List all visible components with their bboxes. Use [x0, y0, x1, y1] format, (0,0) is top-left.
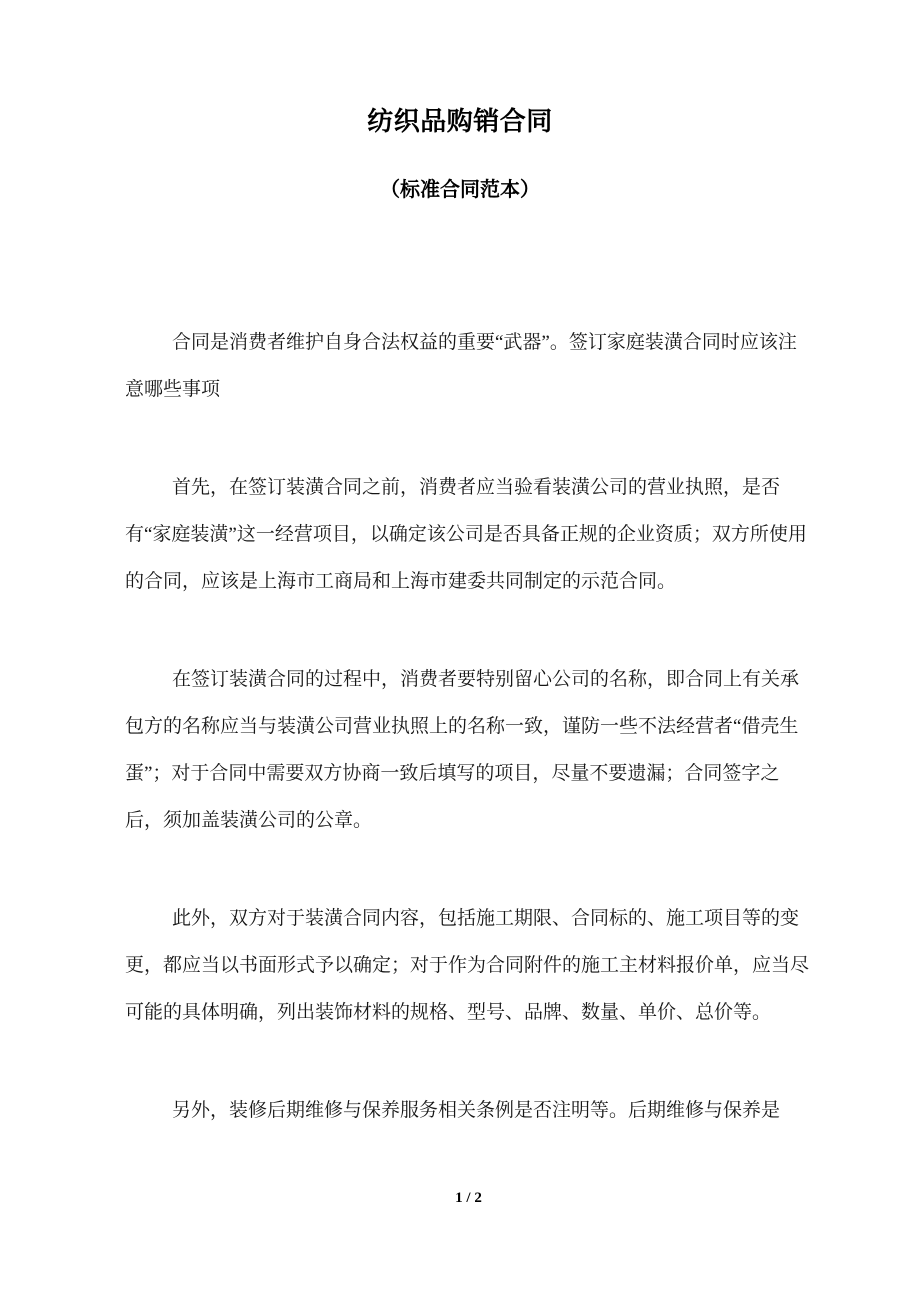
paragraph-fourth-point: 另外，装修后期维修与保养服务相关条例是否注明等。后期维修与保养是 — [172, 1100, 781, 1121]
page-number: 1 / 2 — [455, 1190, 482, 1206]
document-body — [0, 319, 920, 1134]
paragraph-third-point: 此外，双方对于装潢合同内容，包括施工期限、合同标的、施工项目等的变更，都应当以书面形式予以确定；对于作为合同附件的施工主材料报价单，应当尽可能的具体明确，列出装饰材料的规格、型号、品牌、数量、单价、总价等。 — [125, 908, 810, 1023]
document-subtitle: （标准合同范本） — [380, 179, 540, 201]
document-title: 纺织品购销合同 — [367, 107, 553, 137]
paragraph-intro: 合同是消费者维护自身合法权益的重要“武器”。签订家庭装潢合同时应该注意哪些事项 — [125, 332, 797, 400]
paragraph-second-point: 在签订装潢合同的过程中，消费者要特别留心公司的名称，即合同上有关承包方的名称应当与装潢公司营业执照上的名称一致，谨防一些不法经营者“借壳生蛋”；对于合同中需要双方协商一致后填写的项目，尽量不要遗漏；合同签字之后，须加盖装潢公司的公章。 — [125, 669, 800, 831]
paragraph-first-point: 首先，在签订装潢合同之前，消费者应当验看装潢公司的营业执照，是否有“家庭装潢”这一经营项目，以确定该公司是否具备正规的企业资质；双方所使用的合同，应该是上海市工商局和上海市建委共同制定的示范合同。 — [125, 477, 807, 592]
